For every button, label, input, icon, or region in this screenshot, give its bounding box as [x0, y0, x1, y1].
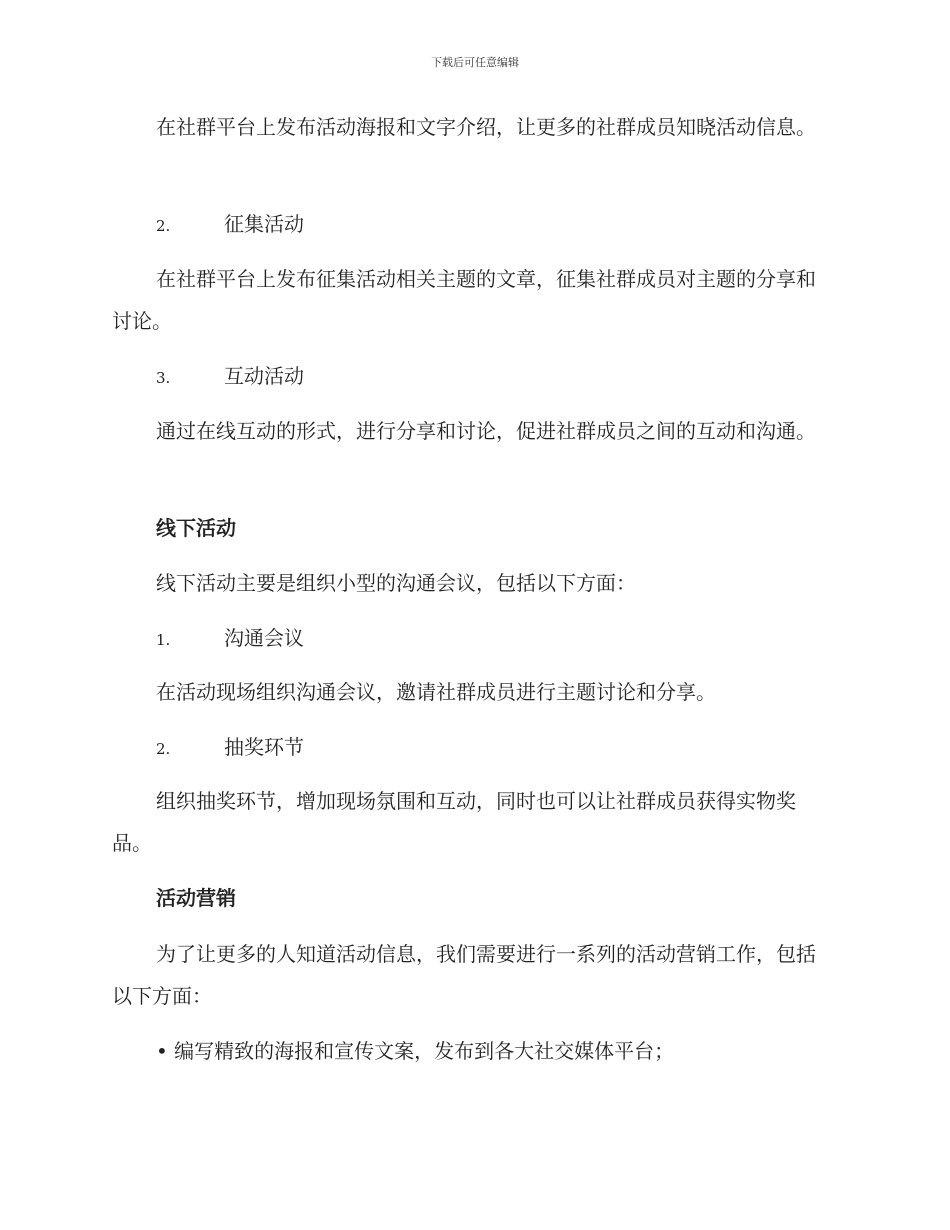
paragraph-interact: 通过在线互动的形式，进行分享和讨论，促进社群成员之间的互动和沟通。: [156, 419, 816, 443]
list-item-collect: [156, 203, 304, 247]
paragraph-collect: 在社群平台上发布征集活动相关主题的文章，征集社群成员对主题的分享和讨论。: [112, 267, 816, 333]
list-label: 征集活动: [224, 212, 304, 236]
list-item-meeting: [156, 617, 304, 661]
list-item-lottery: [156, 726, 304, 770]
paragraph-marketing: 为了让更多的人知道活动信息，我们需要进行一系列的活动营销工作，包括以下方面：: [112, 942, 816, 1008]
list-label: 沟通会议: [224, 626, 304, 650]
paragraph-offline-intro: 线下活动主要是组织小型的沟通会议，包括以下方面：: [156, 571, 636, 595]
list-label: 互动活动: [224, 364, 304, 388]
list-number: 1.: [156, 631, 171, 649]
heading-marketing: 活动营销: [156, 886, 236, 910]
heading-offline: 线下活动: [156, 516, 236, 540]
list-number: 3.: [156, 369, 171, 387]
page-header: 下载后可任意编辑: [431, 56, 519, 69]
paragraph-meeting: 在活动现场组织沟通会议，邀请社群成员进行主题讨论和分享。: [156, 680, 716, 704]
paragraph-lottery: 组织抽奖环节，增加现场氛围和互动，同时也可以让社群成员获得实物奖品。: [112, 789, 796, 855]
list-label: 抽奖环节: [224, 735, 304, 759]
list-item-interact: [156, 355, 304, 399]
paragraph-publish: 在社群平台上发布活动海报和文字介绍，让更多的社群成员知晓活动信息。: [156, 115, 816, 139]
list-number: 2.: [156, 217, 171, 235]
list-number: 2.: [156, 740, 171, 758]
bullet-item-poster: • 编写精致的海报和宣传文案，发布到各大社交媒体平台；: [156, 1039, 675, 1063]
